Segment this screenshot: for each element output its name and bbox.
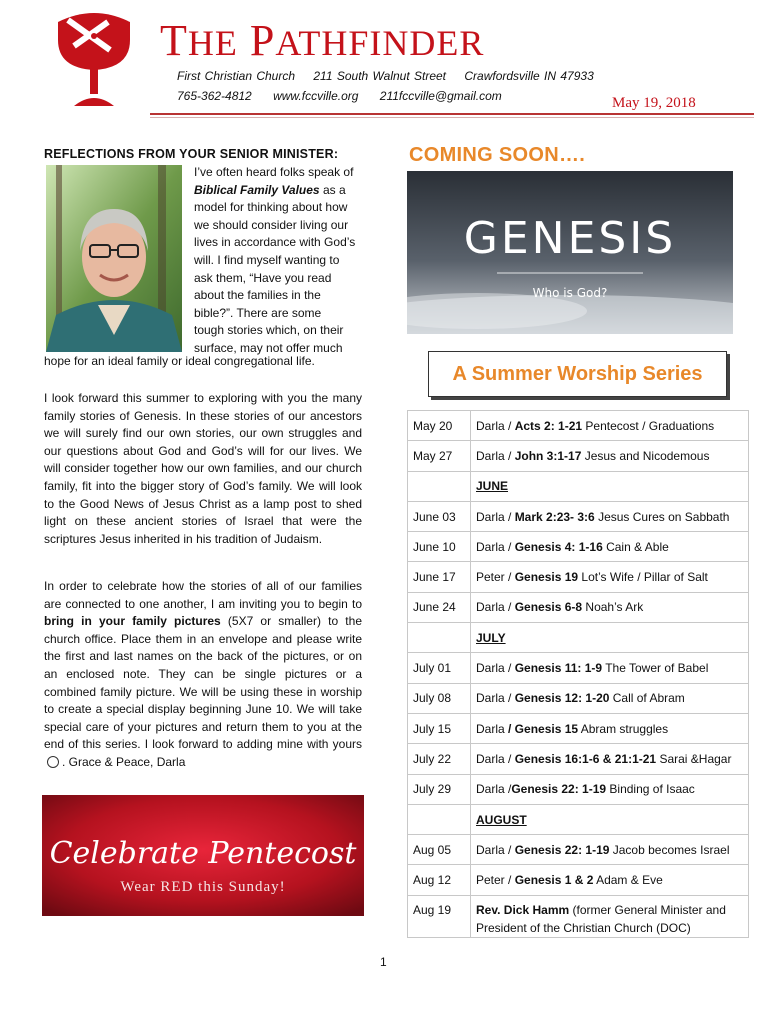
table-row	[408, 895, 749, 937]
minister-photo	[46, 165, 182, 352]
table-row	[408, 501, 749, 531]
table-row	[408, 835, 749, 865]
church-name: First Christian Church	[177, 69, 296, 83]
title-rest-he: HE	[187, 23, 238, 63]
schedule-entry: Darla / Genesis 22: 1-19 Jacob becomes Israel	[471, 835, 749, 865]
table-row	[408, 683, 749, 713]
phone-number: 765-362-4812	[177, 89, 252, 103]
intro-line: we should consider living our	[194, 217, 349, 232]
schedule-date: Aug 12	[408, 865, 471, 895]
month-heading-july: JULY	[471, 623, 749, 653]
schedule-date: July 01	[408, 653, 471, 683]
schedule-entry: Darla / Genesis 6-8 Noah’s Ark	[471, 592, 749, 622]
smiley-icon	[47, 756, 59, 768]
guest-speaker: Rev. Dick Hamm	[476, 902, 570, 917]
scripture-ref: Mark 2:23- 3:6	[514, 509, 595, 524]
email-link[interactable]: 211fccville@gmail.com	[379, 89, 502, 103]
intro-line: lives in accordance with God’s	[194, 235, 356, 250]
scripture-ref: Genesis 11: 1-9	[514, 661, 603, 676]
scripture-ref: Genesis 19	[514, 570, 579, 585]
header-divider	[150, 113, 754, 115]
schedule-date: July 29	[408, 774, 471, 804]
schedule-entry: Darla / Genesis 4: 1-16 Cain & Able	[471, 532, 749, 562]
schedule-date: July 22	[408, 744, 471, 774]
address-line	[177, 69, 608, 83]
biblical-values-emphasis: Biblical Family Values	[194, 182, 320, 197]
issue-date: May 19, 2018	[612, 95, 696, 111]
reflections-heading: REFLECTIONS FROM YOUR SENIOR MINISTER:	[44, 147, 339, 161]
intro-line: will. I find myself wanting to	[194, 252, 340, 267]
schedule-entry: Darla / Acts 2: 1-21 Pentecost / Graduations	[471, 411, 749, 441]
table-row	[408, 774, 749, 804]
schedule-date: June 24	[408, 592, 471, 622]
scripture-ref: / Genesis 15	[508, 721, 579, 736]
table-row	[408, 532, 749, 562]
intro-line: I’ve often heard folks speak of	[194, 165, 354, 179]
intro-line: Biblical Family Values as a	[194, 182, 346, 197]
month-row	[408, 804, 749, 834]
schedule-date: July 08	[408, 683, 471, 713]
schedule-entry: Darla / Genesis 16:1-6 & 21:1-21 Sarai &Hagar	[471, 744, 749, 774]
schedule-entry: Darla / Genesis 15 Abram struggles	[471, 713, 749, 743]
month-row	[408, 623, 749, 653]
title-cap-t: T	[160, 16, 188, 65]
schedule-entry: Peter / Genesis 1 & 2 Adam & Eve	[471, 865, 749, 895]
intro-line: bible?”. There are some	[194, 305, 322, 320]
schedule-entry: Darla /Genesis 22: 1-19 Binding of Isaac	[471, 774, 749, 804]
intro-line: ask them, “Have you read	[194, 270, 332, 285]
street-address: 211 South Walnut Street	[313, 69, 447, 83]
reflections-paragraph-3: In order to celebrate how the stories of all of our families are connected to one another, I am inviting you to begin to bring in your family pictures (5X7 or smaller) to the church office. Place them in an envelope and please write the first and last names on the back of the pictures, or on an enclosed note. They can be single pictures or a combined family picture. We will be using these in worship to create a special display beginning June 10. We will take special care of your pictures and return them to you at the end of this series. I look forward to adding mine with yours . Grace & Peace, Darla	[44, 579, 362, 769]
table-row	[408, 653, 749, 683]
schedule-entry: Darla / Genesis 11: 1-9 The Tower of Babel	[471, 653, 749, 683]
table-row	[408, 713, 749, 743]
genesis-image-subtitle: Who is God?	[532, 286, 608, 300]
schedule-date: Aug 19	[408, 895, 471, 937]
scripture-ref: John 3:1-17	[514, 448, 582, 463]
pentecost-banner	[42, 795, 364, 916]
schedule-entry: Darla / Mark 2:23- 3:6 Jesus Cures on Sabbath	[471, 501, 749, 531]
table-row	[408, 865, 749, 895]
reflections-intro	[194, 164, 362, 358]
scripture-ref: Genesis 22: 1-19	[514, 842, 610, 857]
schedule-date: May 20	[408, 411, 471, 441]
intro-line-tail: hope for an ideal family or ideal congregational life.	[44, 354, 315, 368]
table-row	[408, 592, 749, 622]
table-row	[408, 411, 749, 441]
schedule-date: June 03	[408, 501, 471, 531]
pentecost-title: Celebrate Pentecost	[49, 836, 357, 871]
month-heading-august: AUGUST	[471, 804, 749, 834]
title-cap-p: P	[249, 16, 276, 65]
sermon-schedule-table	[407, 410, 749, 938]
intro-line: about the families in the	[194, 288, 321, 303]
table-row	[408, 744, 749, 774]
city-address: Crawfordsville IN 47933	[464, 69, 594, 83]
schedule-entry: Darla / John 3:1-17 Jesus and Nicodemous	[471, 441, 749, 471]
scripture-ref: Genesis 6-8	[514, 600, 583, 615]
schedule-date: June 10	[408, 532, 471, 562]
intro-line: tough stories which, on their	[194, 323, 344, 338]
month-heading-june: JUNE	[471, 471, 749, 501]
scripture-ref: Genesis 16:1-6 & 21:1-21	[514, 751, 657, 766]
schedule-entry: Peter / Genesis 19 Lot’s Wife / Pillar of Salt	[471, 562, 749, 592]
family-pictures-emphasis: bring in your family pictures	[44, 614, 221, 629]
month-row	[408, 471, 749, 501]
contact-line	[177, 89, 520, 103]
page-number: 1	[380, 955, 387, 969]
intro-line: surface, may not offer much	[194, 340, 343, 355]
scripture-ref: Acts 2: 1-21	[514, 418, 583, 433]
table-row	[408, 562, 749, 592]
newsletter-title	[160, 16, 720, 66]
genesis-image-title: GENESIS	[463, 213, 677, 264]
scripture-ref: Genesis 12: 1-20	[514, 691, 610, 706]
schedule-date: July 15	[408, 713, 471, 743]
schedule-date: Aug 05	[408, 835, 471, 865]
table-row	[408, 441, 749, 471]
schedule-date: May 27	[408, 441, 471, 471]
schedule-entry: Darla / Genesis 12: 1-20 Call of Abram	[471, 683, 749, 713]
intro-line: model for thinking about how	[194, 200, 348, 215]
pentecost-subtitle: Wear RED this Sunday!	[120, 879, 286, 895]
schedule-date: June 17	[408, 562, 471, 592]
header-divider-thin	[150, 117, 754, 118]
genesis-series-image	[407, 171, 733, 334]
scripture-ref: Genesis 1 & 2	[514, 873, 594, 888]
series-title-box	[428, 351, 727, 397]
reflections-paragraph-2: I look forward this summer to exploring with you the many family stories of Genesis. In these stories of our ancestors we will surely find our own stories, our own struggles and our questions about God and God’s will for our lives. We will consider together how our own families, and our church family, fit into the bigger story of God’s family. We will look to the Good News of Jesus Christ as a lamp post to shed light on these ancient stories of Israel that were the scriptures Jesus inherited in his tradition of Judaism.	[44, 391, 362, 546]
scripture-ref: Genesis 4: 1-16	[514, 539, 603, 554]
series-title: A Summer Worship Series	[452, 362, 703, 385]
schedule-entry: Rev. Dick Hamm (former General Minister and President of the Christian Church (DOC)	[471, 895, 749, 937]
scripture-ref: Genesis 22: 1-19	[511, 782, 607, 797]
coming-soon-heading: COMING SOON….	[409, 144, 586, 166]
website-link[interactable]: www.fccville.org	[273, 89, 359, 103]
title-rest-pathfinder: ATHFINDER	[275, 23, 485, 63]
chalice-cross-icon	[52, 6, 136, 112]
